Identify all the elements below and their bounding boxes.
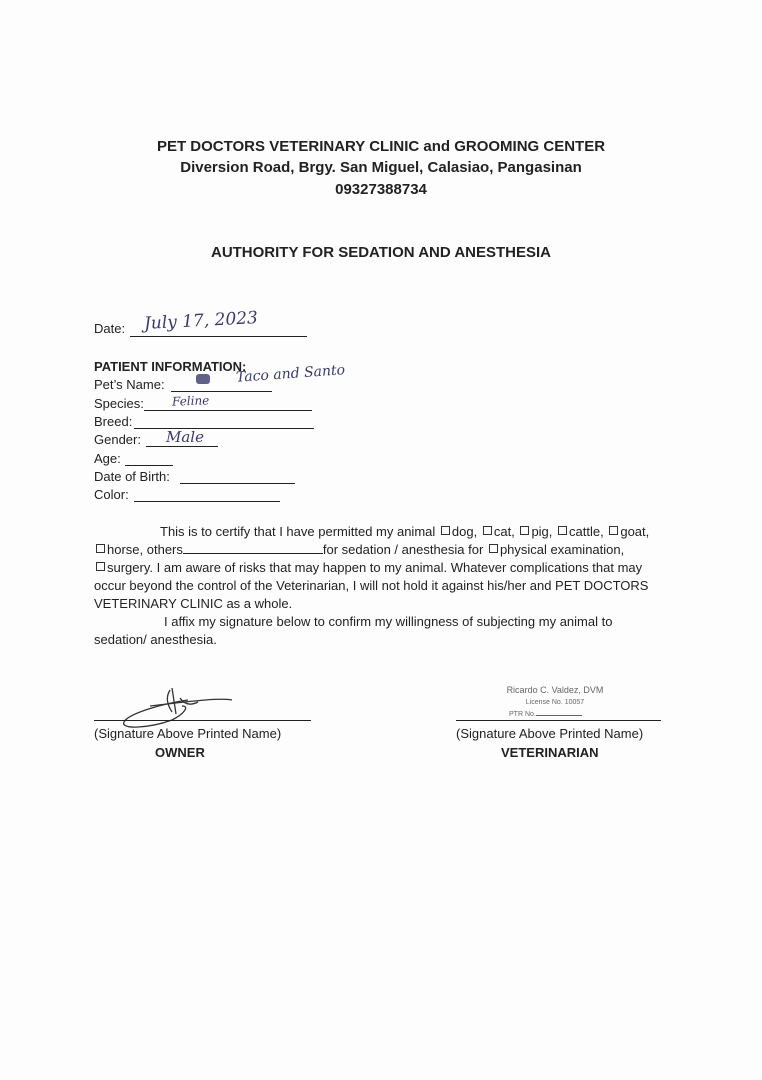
- patient-info-heading: PATIENT INFORMATION:: [94, 359, 247, 374]
- date-line: [130, 336, 307, 337]
- option-cattle: cattle,: [569, 524, 604, 539]
- owner-caption: (Signature Above Printed Name): [94, 726, 282, 741]
- date-label: Date:: [94, 321, 126, 336]
- age-label: Age:: [94, 451, 121, 466]
- scribble-mark: [196, 374, 210, 384]
- others-blank: [183, 553, 323, 554]
- checkbox-goat[interactable]: [609, 526, 618, 535]
- species-label: Species:: [94, 396, 144, 411]
- dob-line: [180, 483, 295, 484]
- pets-name-value: Taco and Santo: [235, 362, 346, 386]
- sedation-for-text: for sedation / anesthesia for: [322, 542, 484, 557]
- checkbox-surgery[interactable]: [96, 562, 105, 571]
- vet-role: VETERINARIAN: [501, 745, 599, 760]
- form-title: AUTHORITY FOR SEDATION AND ANESTHESIA: [210, 244, 551, 261]
- consent-line-4: occur beyond the control of the Veterinarian, I will not hold it against his/her and PET DOCTORS: [94, 578, 649, 593]
- breed-label: Breed:: [94, 414, 133, 429]
- risk-text: I am aware of risks that may happen to my animal. Whatever complications that may: [156, 560, 643, 575]
- checkbox-physical-exam[interactable]: [489, 544, 498, 553]
- vet-stamp-ptr-label: PTR No.: [509, 711, 536, 718]
- checkbox-horse[interactable]: [96, 544, 105, 553]
- dob-label: Date of Birth:: [94, 469, 170, 484]
- breed-line: [134, 428, 314, 429]
- vet-stamp-name: Ricardo C. Valdez, DVM: [506, 685, 604, 695]
- gender-value: Male: [166, 428, 204, 446]
- consent-intro: This is to certify that I have permitted my animal: [160, 524, 436, 539]
- consent-line-3: [94, 559, 686, 577]
- affix-line-1: I affix my signature below to confirm my willingness of subjecting my animal to: [164, 614, 613, 629]
- clinic-phone: 09327388734: [335, 181, 427, 198]
- consent-line-5: VETERINARY CLINIC as a whole.: [94, 596, 293, 611]
- pets-name-label: Pet’s Name:: [94, 377, 165, 392]
- affix-line-2: sedation/ anesthesia.: [94, 632, 217, 647]
- vet-stamp-ptr: [509, 711, 582, 718]
- species-value: Feline: [171, 393, 210, 409]
- clinic-address: Diversion Road, Brgy. San Miguel, Calasiao, Pangasinan: [180, 159, 582, 176]
- color-label: Color:: [94, 487, 129, 502]
- option-dog: dog,: [451, 524, 478, 539]
- vet-signature-line: [456, 720, 661, 721]
- gender-label: Gender:: [94, 432, 141, 447]
- checkbox-dog[interactable]: [441, 526, 450, 535]
- option-goat: goat,: [620, 524, 650, 539]
- checkbox-cattle[interactable]: [558, 526, 567, 535]
- vet-stamp-license: License No. 10057: [525, 699, 585, 706]
- checkbox-cat[interactable]: [483, 526, 492, 535]
- pets-name-line: [171, 391, 272, 392]
- option-cat: cat,: [493, 524, 515, 539]
- option-surgery: surgery.: [107, 560, 153, 575]
- vet-stamp-ptr-blank: [536, 715, 582, 716]
- species-line: [144, 410, 312, 411]
- color-line: [134, 501, 280, 502]
- date-value: July 17, 2023: [143, 308, 259, 334]
- option-horse-others: horse, others: [107, 542, 183, 557]
- owner-signature-line: [94, 720, 311, 721]
- owner-role: OWNER: [155, 745, 205, 760]
- age-line: [125, 465, 173, 466]
- option-physical-exam: physical examination,: [499, 542, 625, 557]
- consent-paragraph: [94, 523, 686, 649]
- option-pig: pig,: [531, 524, 553, 539]
- checkbox-pig[interactable]: [520, 526, 529, 535]
- owner-signature: [110, 684, 240, 732]
- clinic-name: PET DOCTORS VETERINARY CLINIC and GROOMING CENTER: [156, 138, 606, 155]
- consent-line-2: [94, 541, 686, 559]
- gender-line: [146, 446, 218, 447]
- consent-line-1: [94, 523, 686, 541]
- vet-caption: (Signature Above Printed Name): [456, 726, 644, 741]
